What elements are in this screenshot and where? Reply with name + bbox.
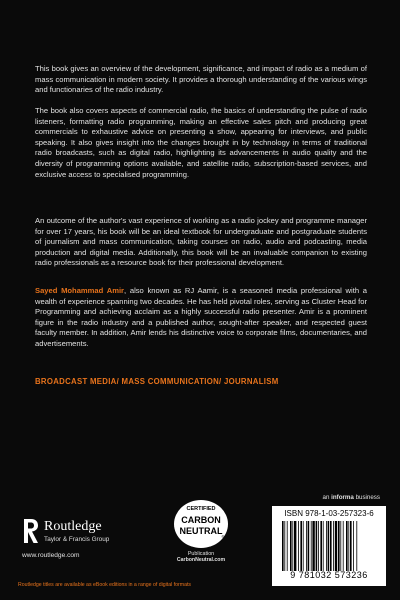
- barcode-bars-icon: [280, 521, 380, 571]
- badge-registered-mark: ®: [221, 534, 225, 539]
- carbon-neutral-badge: [165, 496, 237, 572]
- isbn-barcode: [272, 506, 386, 586]
- routledge-logo: [22, 518, 142, 548]
- description-paragraph-3: An outcome of the author's vast experience of working as a radio jockey and programme manager for over 17 years, his book will be an ideal textbook for undergraduate and postgraduate students of journalism and mass communication, taking courses on radio, audio and podcasting, media production and digital media. Additionally, this book will be an invaluable companion to existing radio professionals as a resource book for their professional development.: [35, 216, 367, 268]
- informa-suffix: business: [353, 494, 380, 501]
- author-name: Sayed Mohammad Amir: [35, 286, 125, 295]
- isbn-number: ISBN 978-1-03-257323-6: [284, 509, 374, 518]
- description-paragraph-1: This book gives an overview of the development, significance, and impact of radio as a medium of mass communication in modern society. It provides a thorough understanding of the various wings and functionaries of the radio industry.: [35, 64, 367, 95]
- badge-url: CarbonNeutral.com: [176, 557, 226, 563]
- subject-categories: BROADCAST MEDIA/ MASS COMMUNICATION/ JOURNALISM: [35, 377, 279, 386]
- informa-business-label: [323, 494, 380, 501]
- badge-neutral: NEUTRAL: [179, 526, 223, 536]
- informa-brand: informa: [331, 494, 354, 501]
- carbon-neutral-seal-icon: [171, 496, 231, 550]
- badge-carbon: CARBON: [181, 515, 221, 525]
- description-paragraph-2: The book also covers aspects of commercial radio, the basics of understanding the pulse of radio listeners, formatting radio programming, making an effective sales pitch and producing great commercials to exhaustive advice on presenting a show, appearing for interviews, and public speaking. It also gives insight into the changes brought in by technology in terms of traditional radio broadcasts, such as digital radio, highlighting its advancements in audio quality and the diversity of programming options available, and satellite radio, subscription-based services, and exclusive access to specialised programming.: [35, 106, 367, 179]
- ebook-footnote: Routledge titles are available as eBook editions in a range of digital formats: [18, 582, 192, 588]
- barcode-digits: 9 781032 573236: [290, 570, 368, 580]
- informa-prefix: an: [322, 494, 332, 501]
- badge-certified: CERTIFIED: [186, 506, 216, 512]
- badge-publication: Publication: [187, 551, 215, 557]
- author-bio: [35, 286, 367, 350]
- publisher-group: Taylor & Francis Group: [44, 536, 110, 543]
- routledge-mark-icon: [22, 518, 40, 544]
- publisher-website: www.routledge.com: [22, 552, 80, 559]
- author-bio-text: , also known as RJ Aamir, is a seasoned media professional with a wealth of experience spanning two decades. He has held pivotal roles, serving as Cluster Head for Programming and achieving acclaim as a highly successful radio presenter. Amir is a prominent figure in the radio industry and a published author, sought-after speaker, and respected guest faculty member. In addition, Amir lends his distinctive voice to corporate films, documentaries, and advertisements.: [35, 286, 367, 348]
- publisher-name: Routledge: [44, 519, 102, 534]
